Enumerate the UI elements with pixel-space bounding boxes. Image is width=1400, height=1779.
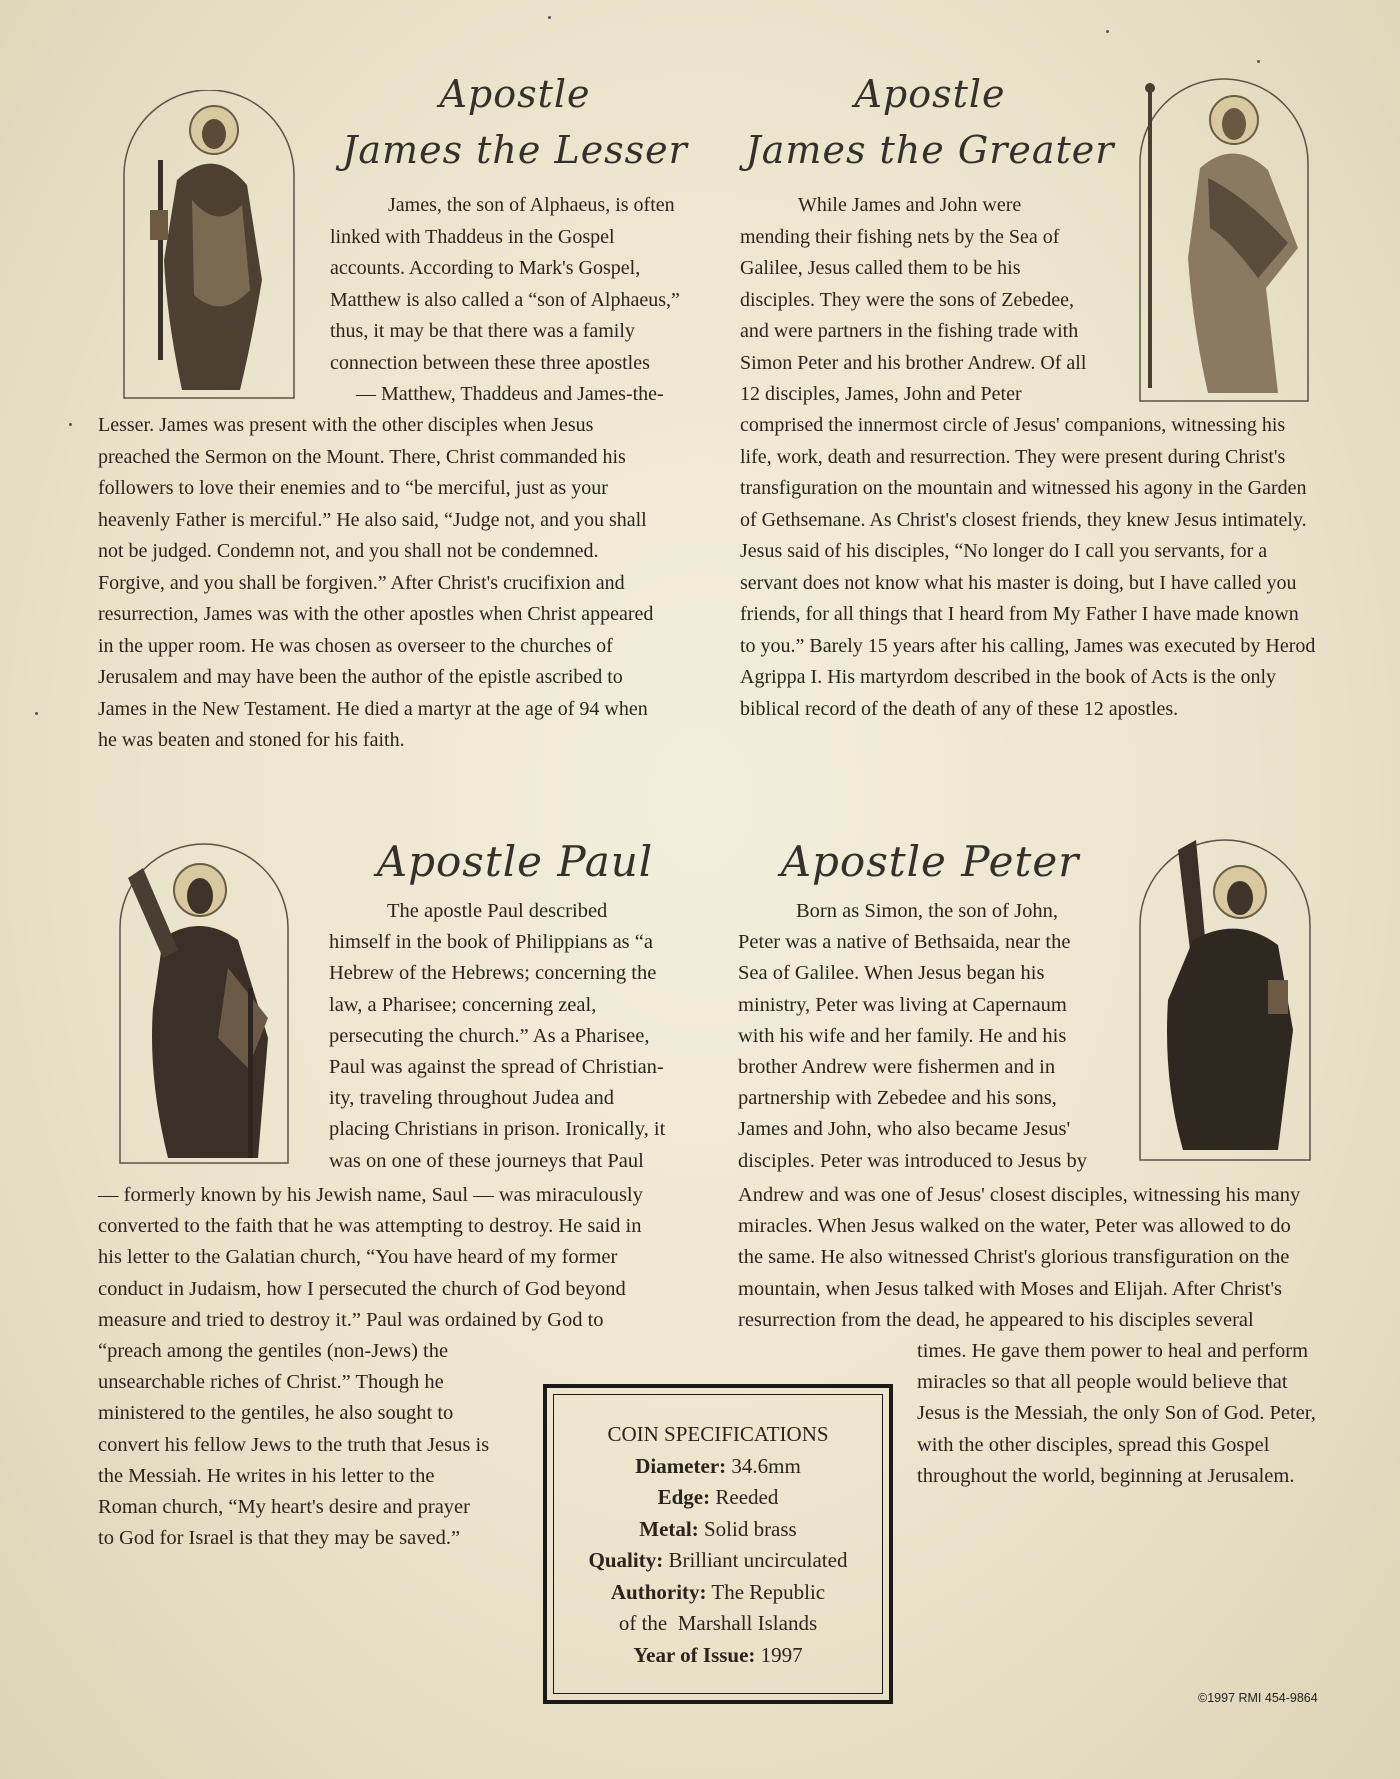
text-line: Paul was against the spread of Christian- [329,1056,664,1079]
text-line: placing Christians in prison. Ironically, it [329,1118,666,1141]
text-line: “preach among the gentiles (non-Jews) the [98,1340,449,1363]
text-line: James and John, who also became Jesus' [738,1118,1071,1141]
text-line: himself in the book of Philippians as “a [329,931,653,954]
text-line: with the other disciples, spread this Gospel [917,1433,1270,1456]
text-line: Matthew is also called a “son of Alphaeus,” [330,288,680,311]
text-line: converted to the faith that he was attempting to destroy. He said in [98,1215,642,1238]
text-line: life, work, death and resurrection. They were present during Christ's [740,445,1286,468]
text-line: brother Andrew were fishermen and in [738,1056,1056,1079]
text-line: — Matthew, Thaddeus and James-the- [356,383,664,405]
coin-edge-label: Edge: [657,1485,711,1509]
coin-specifications-inner [553,1394,883,1694]
coin-authority-value: The Republic [711,1579,826,1604]
text-line: to you.” Barely 15 years after his calling, James was executed by Herod [740,634,1316,657]
text-line: Peter was a native of Bethsaida, near the [738,931,1071,954]
text-line: Forgive, and you shall be forgiven.” After Christ's crucifixion and [98,571,625,594]
text-line: the same. He also witnessed Christ's glorious transfiguration on the [738,1246,1290,1269]
paul-title: Apostle Paul [376,837,654,886]
text-line: measure and tried to destroy it.” Paul was ordained by God to [98,1308,604,1331]
text-line: servant does not know what his master is doing, but I have called you [740,571,1297,594]
text-line: Simon Peter and his brother Andrew. Of all [740,351,1087,374]
james-greater-title-line1: Apostle [854,72,1006,116]
text-line: not be judged. Condemn not, and you shall not be condemned. [98,540,599,562]
text-line: persecuting the church.” As a Pharisee, [329,1024,650,1047]
coin-quality-value: Brilliant uncirculated [668,1548,848,1572]
text-line: 12 disciples, James, John and Peter [740,383,1022,405]
text-line: friends, for all things that I heard from My Father I have made known [740,603,1299,625]
copyright-notice: ©1997 RMI 454-9864 [1198,1691,1318,1705]
text-line: preached the Sermon on the Mount. There, Christ commanded his [98,445,626,468]
text-line: ministry, Peter was living at Capernaum [738,993,1067,1016]
text-line: unsearchable riches of Christ.” Though he [98,1371,444,1394]
james-greater-title-line2: James the Greater [745,128,1115,172]
text-line: with his wife and her family. He and his [738,1024,1067,1047]
coin-edge-value: Reeded [715,1485,779,1509]
text-line: conduct in Judaism, how I persecuted the church of God beyond [98,1277,626,1300]
text-line: Jesus said of his disciples, “No longer do I call you servants, for a [740,540,1268,562]
text-line: he was beaten and stoned for his faith. [98,729,405,751]
text-line: miracles so that all people would believe that [917,1371,1288,1394]
coin-year-value: 1997 [760,1642,803,1667]
text-line: James, the son of Alphaeus, is often [388,194,675,216]
text-line: miracles. When Jesus walked on the water, Peter was allowed to do [738,1215,1291,1238]
text-line: Galilee, Jesus called them to be his [740,257,1021,279]
text-line: comprised the innermost circle of Jesus' companions, witnessing his [740,414,1286,436]
text-line: ministered to the gentiles, he also sought to [98,1402,454,1425]
text-line: Lesser. James was present with the other disciples when Jesus [98,414,594,436]
peter-title: Apostle Peter [780,837,1080,886]
dust-speck [69,423,72,426]
coin-specifications-heading: COIN SPECIFICATIONS [607,1422,829,1446]
text-line: thus, it may be that there was a family [330,320,635,342]
james-greater-illustration [1138,78,1310,403]
text-line: Agrippa I. His martyrdom described in the book of Acts is the only [740,666,1277,688]
text-line: was on one of these journeys that Paul [329,1149,644,1172]
text-line: The apostle Paul described [387,900,608,922]
james-greater-body [740,410,1315,725]
james-greater-intro [740,190,1086,411]
coin-quality [554,1545,882,1577]
text-line: linked with Thaddeus in the Gospel [330,225,615,248]
text-line: transfiguration on the mountain and witnessed his agony in the Garden [740,477,1307,499]
text-line: Andrew and was one of Jesus' closest disciples, witnessing his many [738,1184,1301,1206]
text-line: disciples. They were the sons of Zebedee, [740,288,1074,311]
coin-specifications-box [543,1384,893,1704]
text-line: mending their fishing nets by the Sea of [740,225,1060,248]
peter-body-end [917,1336,1316,1492]
coin-authority-label: Authority: [610,1579,707,1604]
text-line: Jesus is the Messiah, the only Son of God. Peter, [917,1402,1316,1425]
text-line: mountain, when Jesus talked with Moses and Elijah. After Christ's [738,1277,1283,1300]
text-line: ity, traveling throughout Judea and [329,1087,615,1110]
coin-year [554,1640,882,1672]
coin-diameter [554,1451,882,1483]
coin-metal-label: Metal: [639,1516,699,1541]
text-line: to God for Israel is that they may be saved.” [98,1527,461,1550]
james-lesser-title-line2: James the Lesser [342,128,688,172]
text-line: his letter to the Galatian church, “You have heard of my former [98,1246,618,1269]
dust-speck [548,16,551,19]
dust-speck [1106,30,1109,33]
james-lesser-intro [330,190,680,411]
text-line: times. He gave them power to heal and perform [917,1340,1309,1362]
text-line: throughout the world, beginning at Jerusalem. [917,1464,1295,1487]
text-line: Born as Simon, the son of John, [796,900,1058,922]
text-line: Jerusalem and may have been the author of the epistle ascribed to [98,666,623,688]
text-line: and were partners in the fishing trade with [740,320,1079,342]
coin-edge [554,1482,882,1514]
peter-intro [738,896,1087,1177]
text-line: Sea of Galilee. When Jesus began his [738,962,1045,985]
coin-diameter-value: 34.6mm [731,1453,801,1478]
coin-year-label: Year of Issue: [633,1642,756,1667]
james-lesser-body [98,410,653,757]
coin-metal [554,1514,882,1546]
dust-speck [35,712,38,715]
text-line: of Gethsemane. As Christ's closest friends, they knew Jesus intimately. [740,508,1307,531]
dust-speck [1257,60,1260,63]
text-line: disciples. Peter was introduced to Jesus by [738,1149,1088,1172]
james-lesser-title-line1: Apostle [439,72,591,116]
coin-diameter-label: Diameter: [635,1453,727,1478]
text-line: partnership with Zebedee and his sons, [738,1087,1057,1110]
paul-intro [329,896,665,1177]
coin-authority-continued: of the Marshall Islands [618,1611,818,1635]
text-line: — formerly known by his Jewish name, Saul — was miraculously [98,1184,643,1206]
text-line: resurrection from the dead, he appeared to his disciples several [738,1308,1254,1331]
text-line: heavenly Father is merciful.” He also said, “Judge not, and you shall [98,508,647,531]
coin-metal-value: Solid brass [703,1516,797,1541]
james-lesser-illustration [122,90,297,400]
text-line: the Messiah. He writes in his letter to the [98,1464,435,1487]
text-line: resurrection, James was with the other apostles when Christ appeared [98,603,654,625]
text-line: law, a Pharisee; concerning zeal, [329,993,597,1016]
text-line: James in the New Testament. He died a martyr at the age of 94 when [98,697,648,720]
text-line: in the upper room. He was chosen as overseer to the churches of [98,634,613,657]
coin-quality-label: Quality: [588,1548,664,1572]
james-greater-title [740,66,1120,178]
james-lesser-title [330,66,700,178]
text-line: Roman church, “My heart's desire and prayer [98,1496,470,1519]
coin-authority [554,1577,882,1609]
text-line: Hebrew of the Hebrews; concerning the [329,962,657,985]
text-line: connection between these three apostles [330,351,650,374]
text-line: biblical record of the death of any of these 12 apostles. [740,697,1179,720]
text-line: convert his fellow Jews to the truth that Jesus is [98,1433,490,1456]
text-line: accounts. According to Mark's Gospel, [330,257,641,279]
text-line: While James and John were [798,194,1022,216]
peter-body [738,1180,1300,1336]
peter-illustration [1138,830,1312,1165]
paul-illustration [108,838,290,1168]
text-line: followers to love their enemies and to “be merciful, just as your [98,477,608,499]
